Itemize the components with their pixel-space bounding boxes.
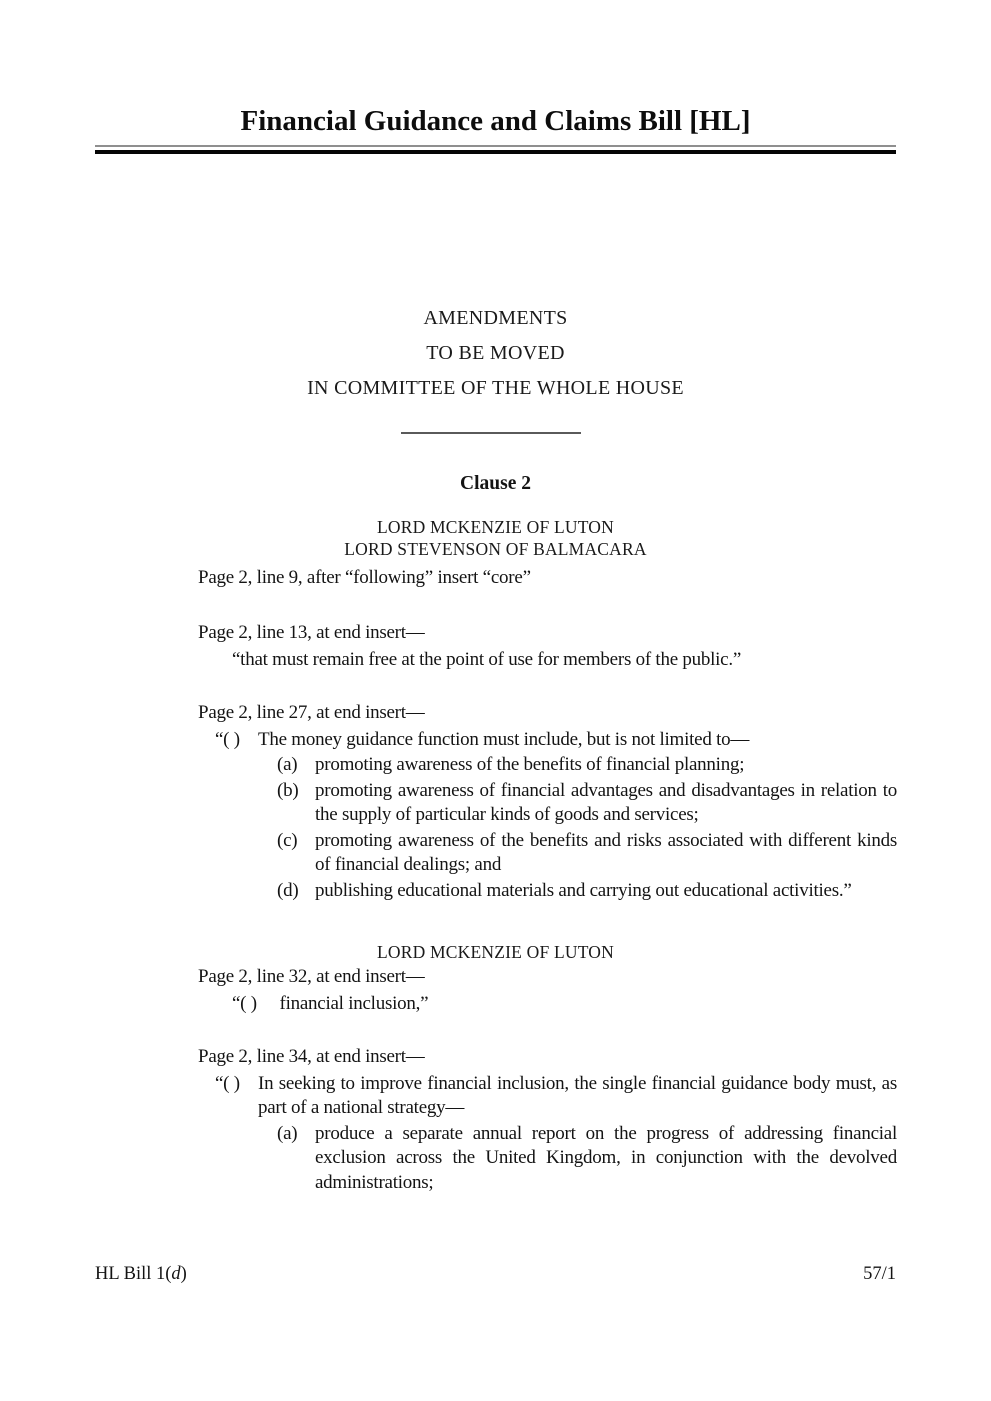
title-double-rule — [95, 145, 896, 154]
amendment-2 — [198, 621, 897, 672]
footer-bill-number — [95, 1262, 187, 1287]
preamble-line-committee: IN COMMITTEE OF THE WHOLE HOUSE — [307, 377, 684, 399]
preamble-line-to-be-moved: TO BE MOVED — [426, 342, 565, 364]
amendment-item-b — [198, 778, 897, 828]
amendment-quoted-text — [232, 990, 897, 1017]
item-text: promoting awareness of financial advantages and disadvantages in relation to the supply of particular kinds of goods and services; — [315, 779, 897, 825]
amendment-1 — [198, 566, 897, 591]
item-marker: (a) — [277, 1122, 298, 1144]
amendment-instruction: Page 2, line 13, at end insert— — [198, 622, 425, 643]
amendment-item-a — [198, 1121, 897, 1196]
sponsor-name: LORD MCKENZIE OF LUTON — [377, 517, 614, 537]
amendment-instruction: Page 2, line 9, after “following” insert “core” — [198, 567, 531, 588]
page-footer — [95, 1262, 896, 1287]
amendment-item-a — [198, 752, 897, 778]
amendment-subsection — [198, 726, 897, 753]
sponsor-name: LORD STEVENSON OF BALMACARA — [344, 539, 647, 559]
amendment-item-d — [198, 878, 897, 904]
quoted-text: financial inclusion,” — [279, 992, 429, 1014]
item-text: promoting awareness of the benefits and risks associated with different kinds of financial dealings; and — [315, 829, 897, 875]
item-marker: (d) — [277, 879, 299, 901]
subsection-marker: “( ) — [215, 728, 240, 750]
amendment-item-c — [198, 828, 897, 878]
amendment-instruction: Page 2, line 34, at end insert— — [198, 1046, 425, 1067]
footer-bill-letter: d — [171, 1264, 181, 1284]
bill-title: Financial Guidance and Claims Bill [HL] — [240, 105, 751, 137]
subsection-marker: “( ) — [215, 1072, 240, 1094]
sponsor-name: LORD MCKENZIE OF LUTON — [377, 942, 614, 962]
subsection-marker: “( ) — [232, 992, 257, 1014]
amendment-5 — [198, 1045, 897, 1195]
item-marker: (b) — [277, 779, 299, 801]
subsection-text: In seeking to improve financial inclusion, the single financial guidance body must, as part of a national strategy— — [258, 1072, 897, 1118]
amendment-4 — [198, 965, 897, 1016]
item-marker: (c) — [277, 829, 298, 851]
amendment-subsection — [198, 1070, 897, 1121]
amendment-quoted-text: “that must remain free at the point of use for members of the public.” — [232, 648, 742, 670]
sponsor-names-group-2 — [0, 941, 991, 963]
clause-heading: Clause 2 — [460, 473, 531, 494]
preamble-line-amendments: AMENDMENTS — [423, 307, 568, 329]
sponsor-names-group-1 — [0, 516, 991, 560]
amendment-instruction: Page 2, line 32, at end insert— — [198, 966, 425, 987]
subsection-text: The money guidance function must include, but is not limited to— — [258, 728, 750, 750]
amendment-instruction: Page 2, line 27, at end insert— — [198, 702, 425, 723]
preamble — [0, 301, 991, 406]
item-text: promoting awareness of the benefits of financial planning; — [315, 754, 745, 775]
item-text: produce a separate annual report on the progress of addressing financial exclusion across the United Kingdom, in conjunction with the devolved administrations; — [315, 1122, 897, 1193]
footer-session-number: 57/1 — [863, 1264, 896, 1284]
section-separator-line — [401, 432, 581, 434]
footer-bill-prefix: HL Bill 1( — [95, 1264, 172, 1284]
rule-thick — [95, 150, 896, 154]
footer-bill-suffix: ) — [180, 1264, 187, 1284]
item-marker: (a) — [277, 754, 298, 775]
amendment-3 — [198, 701, 897, 903]
item-text: publishing educational materials and carrying out educational activities.” — [315, 879, 852, 901]
